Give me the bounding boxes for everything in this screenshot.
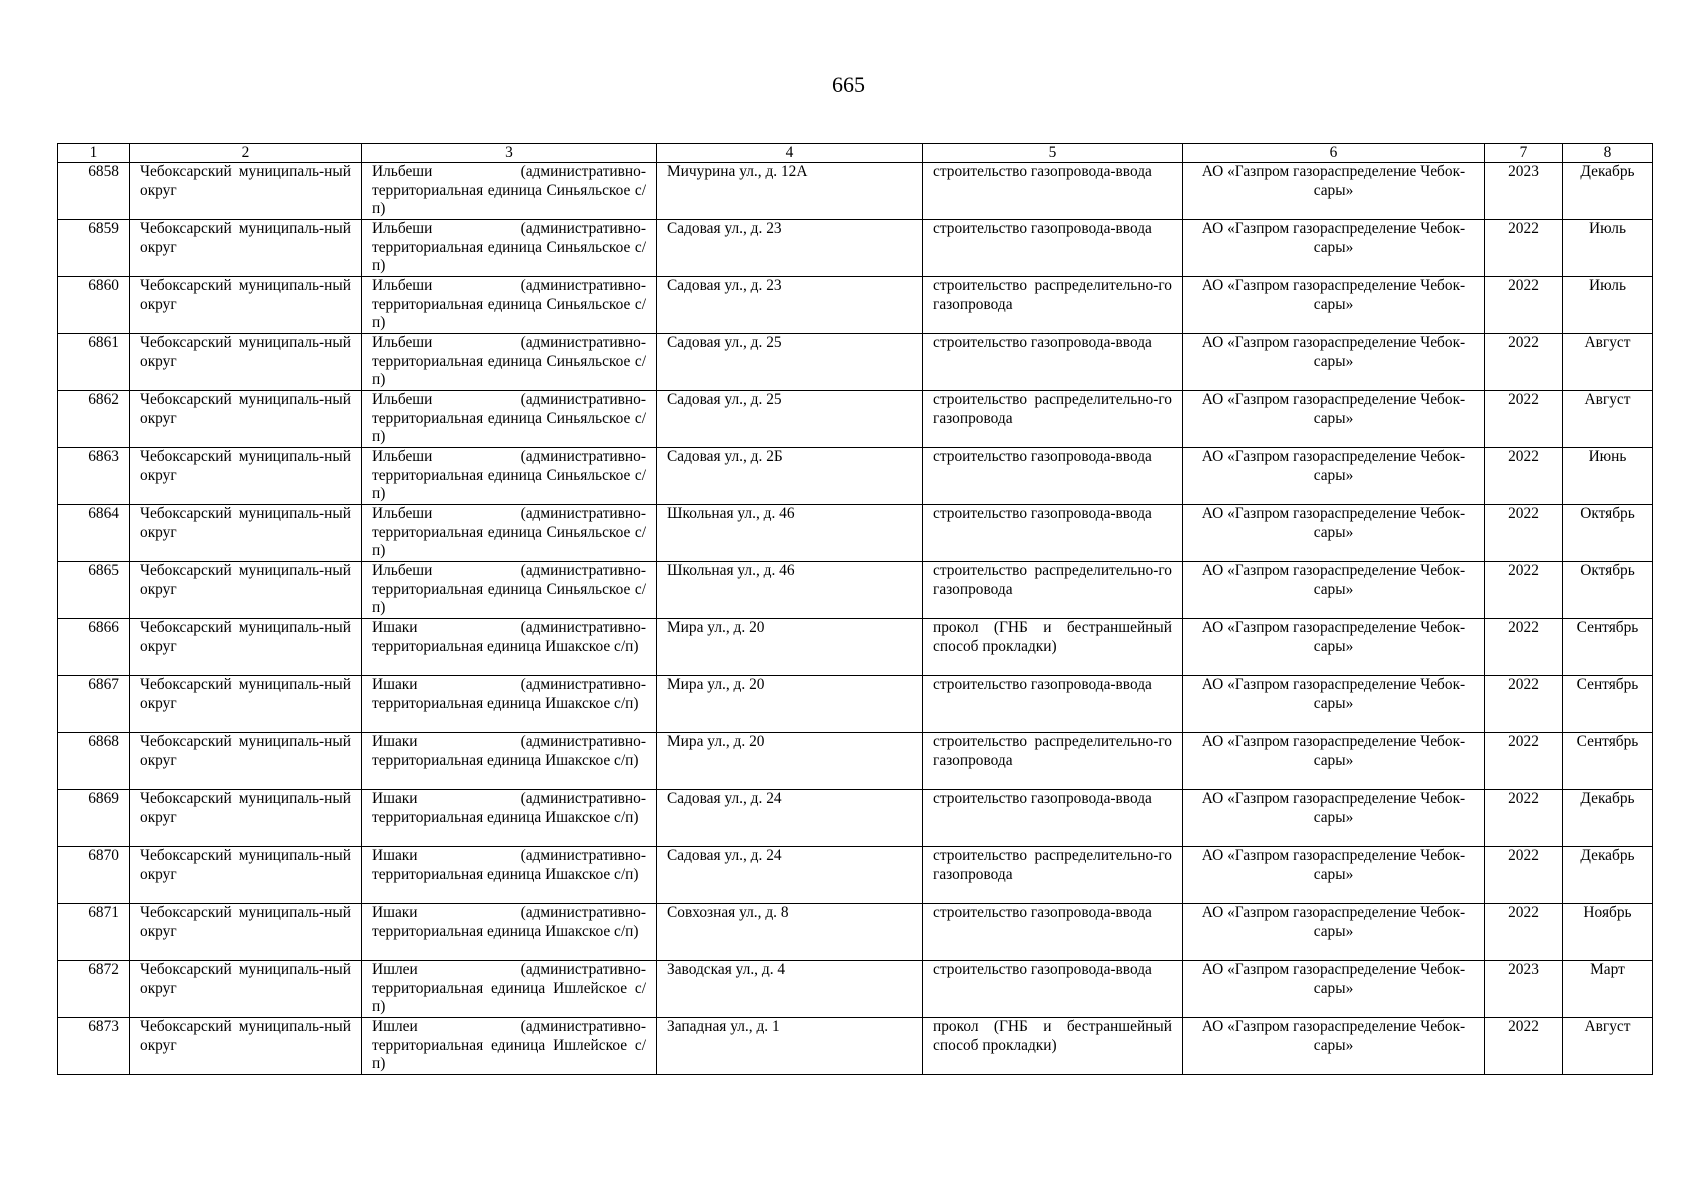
work-type-cell: строительство газопровода-ввода <box>923 505 1183 562</box>
district-cell: Чебоксарский муниципаль-ный округ <box>130 163 362 220</box>
table-row <box>58 391 1653 448</box>
work-type-cell: строительство распределительно-го газопровода <box>923 847 1183 904</box>
settlement-cell: Ишаки (административно-территориальная единица Ишакское с/п) <box>362 847 657 904</box>
district-cell: Чебоксарский муниципаль-ный округ <box>130 220 362 277</box>
year-cell: 2023 <box>1485 961 1563 1018</box>
district-cell: Чебоксарский муниципаль-ный округ <box>130 847 362 904</box>
table-row <box>58 562 1653 619</box>
column-header: 8 <box>1563 144 1653 163</box>
settlement-cell: Ишаки (административно-территориальная единица Ишакское с/п) <box>362 619 657 676</box>
address-cell: Заводская ул., д. 4 <box>657 961 923 1018</box>
settlement-cell: Ильбеши (административно-территориальная единица Синьяльское с/п) <box>362 391 657 448</box>
column-header: 6 <box>1183 144 1485 163</box>
organization-cell: АО «Газпром газораспределение Чебок-сары» <box>1183 163 1485 220</box>
month-cell: Август <box>1563 334 1653 391</box>
settlement-cell: Ильбеши (административно-территориальная единица Синьяльское с/п) <box>362 163 657 220</box>
year-cell: 2022 <box>1485 790 1563 847</box>
settlement-cell: Ильбеши (административно-территориальная единица Синьяльское с/п) <box>362 448 657 505</box>
month-cell: Декабрь <box>1563 163 1653 220</box>
organization-cell: АО «Газпром газораспределение Чебок-сары» <box>1183 391 1485 448</box>
address-cell: Садовая ул., д. 2Б <box>657 448 923 505</box>
table-row <box>58 448 1653 505</box>
column-header: 1 <box>58 144 130 163</box>
address-cell: Мира ул., д. 20 <box>657 733 923 790</box>
address-cell: Западная ул., д. 1 <box>657 1018 923 1075</box>
year-cell: 2023 <box>1485 163 1563 220</box>
settlement-cell: Ишаки (административно-территориальная единица Ишакское с/п) <box>362 733 657 790</box>
work-type-cell: строительство газопровода-ввода <box>923 676 1183 733</box>
district-cell: Чебоксарский муниципаль-ный округ <box>130 961 362 1018</box>
district-cell: Чебоксарский муниципаль-ный округ <box>130 733 362 790</box>
settlement-cell: Ишаки (административно-территориальная единица Ишакское с/п) <box>362 790 657 847</box>
address-cell: Садовая ул., д. 25 <box>657 391 923 448</box>
settlement-cell: Ильбеши (административно-территориальная единица Синьяльское с/п) <box>362 220 657 277</box>
table-row <box>58 277 1653 334</box>
month-cell: Август <box>1563 1018 1653 1075</box>
organization-cell: АО «Газпром газораспределение Чебок-сары» <box>1183 619 1485 676</box>
year-cell: 2022 <box>1485 391 1563 448</box>
table-row <box>58 505 1653 562</box>
address-cell: Садовая ул., д. 24 <box>657 847 923 904</box>
work-type-cell: строительство газопровода-ввода <box>923 904 1183 961</box>
row-number: 6861 <box>58 334 130 391</box>
organization-cell: АО «Газпром газораспределение Чебок-сары» <box>1183 1018 1485 1075</box>
row-number: 6858 <box>58 163 130 220</box>
work-type-cell: строительство распределительно-го газопровода <box>923 562 1183 619</box>
work-type-cell: прокол (ГНБ и бестраншейный способ прокладки) <box>923 619 1183 676</box>
header-row <box>58 144 1653 163</box>
address-cell: Садовая ул., д. 25 <box>657 334 923 391</box>
row-number: 6867 <box>58 676 130 733</box>
district-cell: Чебоксарский муниципаль-ный округ <box>130 562 362 619</box>
month-cell: Август <box>1563 391 1653 448</box>
column-header: 4 <box>657 144 923 163</box>
work-type-cell: строительство газопровода-ввода <box>923 961 1183 1018</box>
year-cell: 2022 <box>1485 334 1563 391</box>
organization-cell: АО «Газпром газораспределение Чебок-сары» <box>1183 562 1485 619</box>
organization-cell: АО «Газпром газораспределение Чебок-сары» <box>1183 904 1485 961</box>
data-table <box>57 143 1653 1075</box>
organization-cell: АО «Газпром газораспределение Чебок-сары» <box>1183 790 1485 847</box>
year-cell: 2022 <box>1485 277 1563 334</box>
district-cell: Чебоксарский муниципаль-ный округ <box>130 1018 362 1075</box>
table-row <box>58 790 1653 847</box>
district-cell: Чебоксарский муниципаль-ный округ <box>130 448 362 505</box>
organization-cell: АО «Газпром газораспределение Чебок-сары» <box>1183 505 1485 562</box>
address-cell: Мичурина ул., д. 12А <box>657 163 923 220</box>
settlement-cell: Ишлеи (административно-территориальная единица Ишлейское с/п) <box>362 1018 657 1075</box>
month-cell: Июль <box>1563 220 1653 277</box>
year-cell: 2022 <box>1485 676 1563 733</box>
month-cell: Июль <box>1563 277 1653 334</box>
year-cell: 2022 <box>1485 619 1563 676</box>
year-cell: 2022 <box>1485 220 1563 277</box>
work-type-cell: строительство распределительно-го газопровода <box>923 733 1183 790</box>
work-type-cell: строительство газопровода-ввода <box>923 448 1183 505</box>
row-number: 6863 <box>58 448 130 505</box>
month-cell: Декабрь <box>1563 847 1653 904</box>
table-row <box>58 733 1653 790</box>
address-cell: Садовая ул., д. 23 <box>657 220 923 277</box>
work-type-cell: строительство газопровода-ввода <box>923 163 1183 220</box>
table-row <box>58 961 1653 1018</box>
row-number: 6866 <box>58 619 130 676</box>
table-row <box>58 1018 1653 1075</box>
district-cell: Чебоксарский муниципаль-ный округ <box>130 676 362 733</box>
year-cell: 2022 <box>1485 505 1563 562</box>
address-cell: Мира ул., д. 20 <box>657 676 923 733</box>
settlement-cell: Ишаки (административно-территориальная единица Ишакское с/п) <box>362 676 657 733</box>
row-number: 6862 <box>58 391 130 448</box>
row-number: 6869 <box>58 790 130 847</box>
month-cell: Ноябрь <box>1563 904 1653 961</box>
work-type-cell: прокол (ГНБ и бестраншейный способ прокладки) <box>923 1018 1183 1075</box>
table-row <box>58 676 1653 733</box>
year-cell: 2022 <box>1485 562 1563 619</box>
month-cell: Декабрь <box>1563 790 1653 847</box>
table-row <box>58 619 1653 676</box>
year-cell: 2022 <box>1485 847 1563 904</box>
month-cell: Сентябрь <box>1563 676 1653 733</box>
settlement-cell: Ишаки (административно-территориальная единица Ишакское с/п) <box>362 904 657 961</box>
column-header: 2 <box>130 144 362 163</box>
organization-cell: АО «Газпром газораспределение Чебок-сары» <box>1183 220 1485 277</box>
address-cell: Садовая ул., д. 23 <box>657 277 923 334</box>
settlement-cell: Ильбеши (административно-территориальная единица Синьяльское с/п) <box>362 505 657 562</box>
organization-cell: АО «Газпром газораспределение Чебок-сары» <box>1183 334 1485 391</box>
address-cell: Школьная ул., д. 46 <box>657 505 923 562</box>
row-number: 6865 <box>58 562 130 619</box>
column-header: 7 <box>1485 144 1563 163</box>
district-cell: Чебоксарский муниципаль-ный округ <box>130 277 362 334</box>
district-cell: Чебоксарский муниципаль-ный округ <box>130 619 362 676</box>
work-type-cell: строительство распределительно-го газопровода <box>923 277 1183 334</box>
row-number: 6864 <box>58 505 130 562</box>
page-number: 665 <box>832 72 865 97</box>
settlement-cell: Ильбеши (административно-территориальная единица Синьяльское с/п) <box>362 277 657 334</box>
table-row <box>58 220 1653 277</box>
organization-cell: АО «Газпром газораспределение Чебок-сары» <box>1183 676 1485 733</box>
month-cell: Октябрь <box>1563 505 1653 562</box>
address-cell: Садовая ул., д. 24 <box>657 790 923 847</box>
table-row <box>58 847 1653 904</box>
work-type-cell: строительство газопровода-ввода <box>923 334 1183 391</box>
organization-cell: АО «Газпром газораспределение Чебок-сары» <box>1183 733 1485 790</box>
table-row <box>58 334 1653 391</box>
district-cell: Чебоксарский муниципаль-ный округ <box>130 334 362 391</box>
work-type-cell: строительство газопровода-ввода <box>923 790 1183 847</box>
column-header: 5 <box>923 144 1183 163</box>
row-number: 6872 <box>58 961 130 1018</box>
table-row <box>58 904 1653 961</box>
year-cell: 2022 <box>1485 904 1563 961</box>
row-number: 6860 <box>58 277 130 334</box>
organization-cell: АО «Газпром газораспределение Чебок-сары» <box>1183 961 1485 1018</box>
district-cell: Чебоксарский муниципаль-ный округ <box>130 505 362 562</box>
settlement-cell: Ишлеи (административно-территориальная единица Ишлейское с/п) <box>362 961 657 1018</box>
year-cell: 2022 <box>1485 733 1563 790</box>
settlement-cell: Ильбеши (административно-территориальная единица Синьяльское с/п) <box>362 562 657 619</box>
organization-cell: АО «Газпром газораспределение Чебок-сары» <box>1183 448 1485 505</box>
organization-cell: АО «Газпром газораспределение Чебок-сары» <box>1183 277 1485 334</box>
address-cell: Мира ул., д. 20 <box>657 619 923 676</box>
month-cell: Март <box>1563 961 1653 1018</box>
district-cell: Чебоксарский муниципаль-ный округ <box>130 904 362 961</box>
row-number: 6871 <box>58 904 130 961</box>
address-cell: Совхозная ул., д. 8 <box>657 904 923 961</box>
column-header: 3 <box>362 144 657 163</box>
district-cell: Чебоксарский муниципаль-ный округ <box>130 391 362 448</box>
settlement-cell: Ильбеши (административно-территориальная единица Синьяльское с/п) <box>362 334 657 391</box>
row-number: 6873 <box>58 1018 130 1075</box>
organization-cell: АО «Газпром газораспределение Чебок-сары» <box>1183 847 1485 904</box>
table-header <box>58 144 1653 163</box>
work-type-cell: строительство распределительно-го газопровода <box>923 391 1183 448</box>
row-number: 6870 <box>58 847 130 904</box>
table-body <box>58 163 1653 1075</box>
row-number: 6859 <box>58 220 130 277</box>
month-cell: Октябрь <box>1563 562 1653 619</box>
month-cell: Сентябрь <box>1563 733 1653 790</box>
month-cell: Июнь <box>1563 448 1653 505</box>
month-cell: Сентябрь <box>1563 619 1653 676</box>
year-cell: 2022 <box>1485 448 1563 505</box>
table-row <box>58 163 1653 220</box>
year-cell: 2022 <box>1485 1018 1563 1075</box>
row-number: 6868 <box>58 733 130 790</box>
district-cell: Чебоксарский муниципаль-ный округ <box>130 790 362 847</box>
address-cell: Школьная ул., д. 46 <box>657 562 923 619</box>
work-type-cell: строительство газопровода-ввода <box>923 220 1183 277</box>
